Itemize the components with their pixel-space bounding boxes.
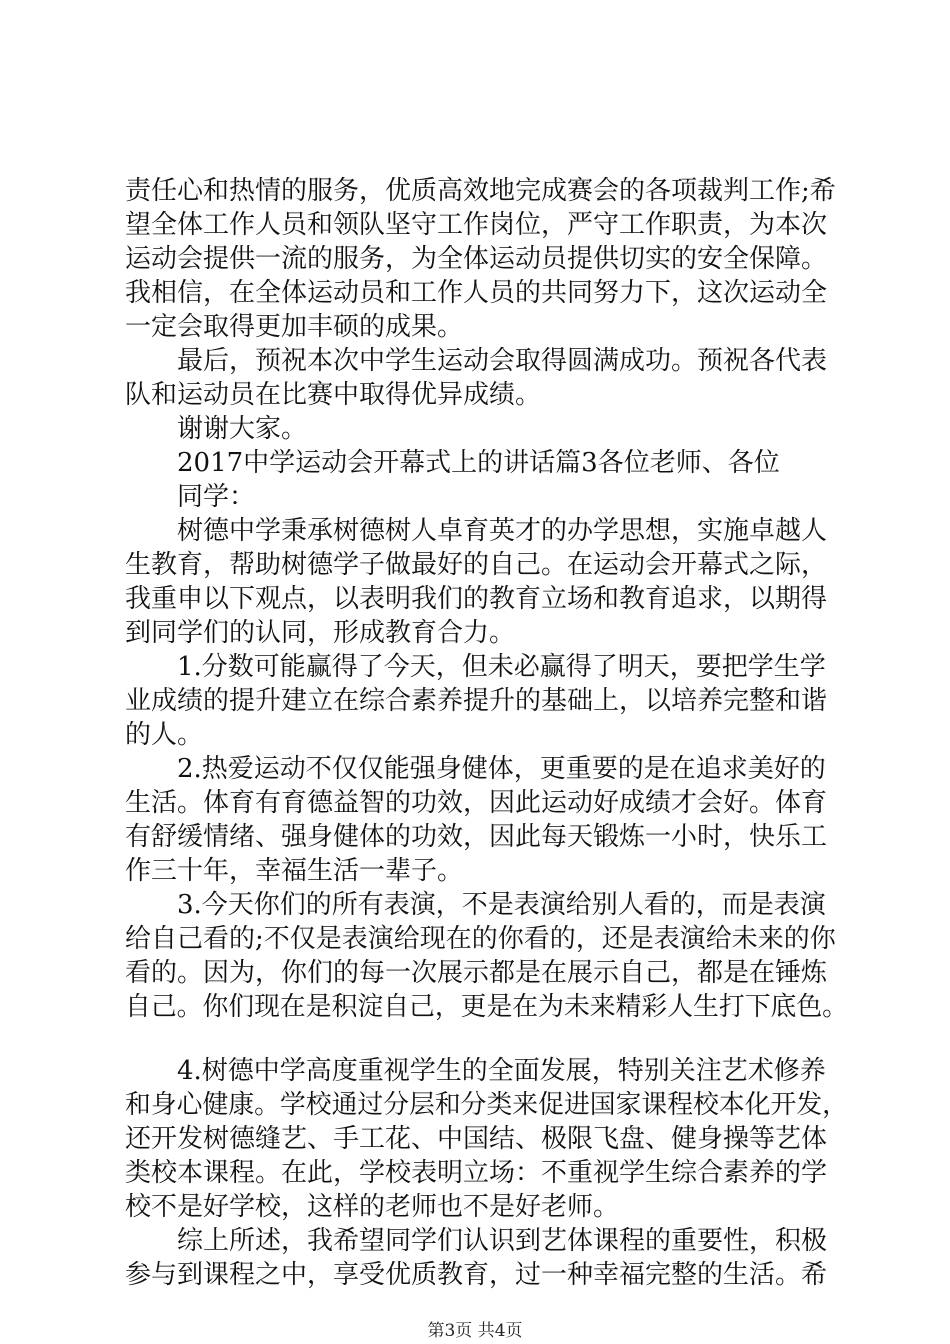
text-line: 我重申以下观点，以表明我们的教育立场和教育追求，以期得 <box>125 584 828 614</box>
text-line: 作三十年，幸福生活一辈子。 <box>125 856 464 886</box>
text-line: 给自己看的;不仅是表演给现在的你看的，还是表演给未来的你 <box>125 924 836 954</box>
text-line: 到同学们的认同，形成教育合力。 <box>125 618 516 648</box>
text-line: 责任心和热情的服务，优质高效地完成赛会的各项裁判工作;希 <box>125 176 836 206</box>
page-footer: 第3页 共4页 <box>427 1321 523 1341</box>
text-line: 树德中学秉承树德树人卓育英才的办学思想，实施卓越人 <box>177 516 828 546</box>
text-line: 2.热爱运动不仅仅能强身健体，更重要的是在追求美好的 <box>177 754 826 784</box>
text-line: 运动会提供一流的服务，为全体运动员提供切实的安全保障。 <box>125 244 828 274</box>
text-line: 3.今天你们的所有表演，不是表演给别人看的，而是表演 <box>177 890 826 920</box>
text-line: 和身心健康。学校通过分层和分类来促进国家课程校本化开发， <box>125 1090 848 1120</box>
text-line: 综上所述，我希望同学们认识到艺体课程的重要性，积极 <box>177 1226 828 1256</box>
text-line: 有舒缓情绪、强身健体的功效，因此每天锻炼一小时，快乐工 <box>125 822 828 852</box>
text-line: 参与到课程之中，享受优质教育，过一种幸福完整的生活。希 <box>125 1260 828 1290</box>
text-line: 生活。体育有育德益智的功效，因此运动好成绩才会好。体育 <box>125 788 828 818</box>
text-line: 同学： <box>177 482 256 512</box>
text-line: 自己。你们现在是积淀自己，更是在为未来精彩人生打下底色。 <box>125 992 848 1022</box>
text-line: 谢谢大家。 <box>177 414 308 444</box>
text-line: 2017中学运动会开幕式上的讲话篇3各位老师、各位 <box>177 448 780 478</box>
text-line: 一定会取得更加丰硕的成果。 <box>125 312 464 342</box>
text-line: 4.树德中学高度重视学生的全面发展，特别关注艺术修养 <box>177 1056 826 1086</box>
text-line: 类校本课程。在此，学校表明立场：不重视学生综合素养的学 <box>125 1158 828 1188</box>
text-line: 校不是好学校，这样的老师也不是好老师。 <box>125 1192 620 1222</box>
text-line: 我相信，在全体运动员和工作人员的共同努力下，这次运动全 <box>125 278 828 308</box>
text-line: 1.分数可能赢得了今天，但未必赢得了明天，要把学生学 <box>177 652 826 682</box>
text-line: 还开发树德缝艺、手工花、中国结、极限飞盘、健身操等艺体 <box>125 1124 828 1154</box>
text-line: 队和运动员在比赛中取得优异成绩。 <box>125 380 542 410</box>
text-line: 望全体工作人员和领队坚守工作岗位，严守工作职责，为本次 <box>125 210 828 240</box>
text-line: 的人。 <box>125 720 204 750</box>
text-line: 生教育，帮助树德学子做最好的自己。在运动会开幕式之际， <box>125 550 828 580</box>
text-line: 最后，预祝本次中学生运动会取得圆满成功。预祝各代表 <box>177 346 828 376</box>
text-line: 看的。因为，你们的每一次展示都是在展示自己，都是在锤炼 <box>125 958 828 988</box>
text-line: 业成绩的提升建立在综合素养提升的基础上，以培养完整和谐 <box>125 686 828 716</box>
